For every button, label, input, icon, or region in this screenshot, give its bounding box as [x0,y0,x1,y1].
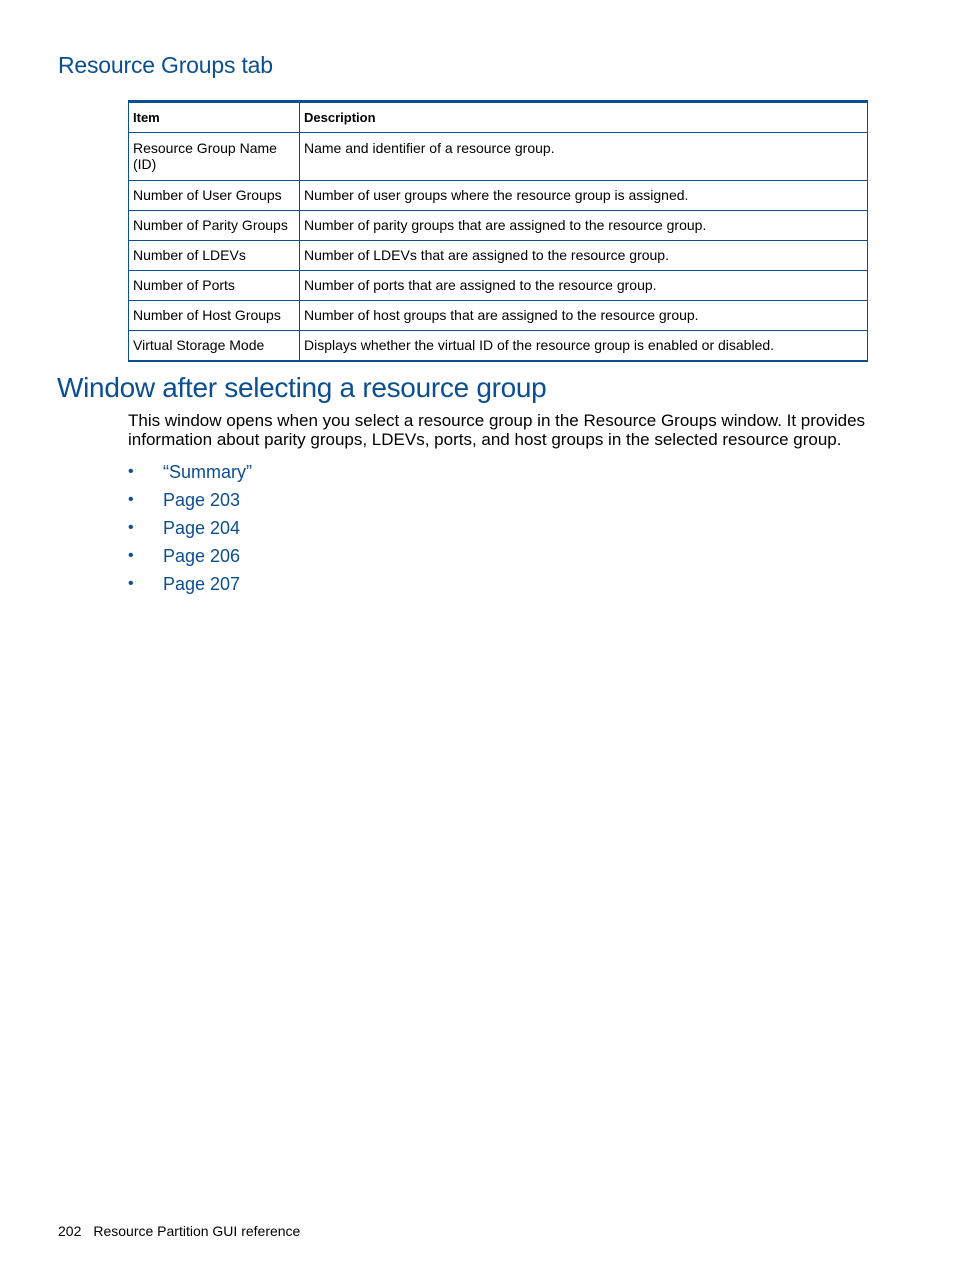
table-cell-item: Number of Host Groups [129,301,300,331]
table-cell-description: Number of user groups where the resource group is assigned. [300,181,868,211]
link-page-207[interactable]: Page 207 [163,574,241,594]
bullet-icon: • [128,575,134,592]
table-cell-item: Number of Ports [129,271,300,301]
link-page-204[interactable]: Page 204 [163,518,241,538]
table-row [129,301,868,331]
table-cell-description: Number of host groups that are assigned to the resource group. [300,301,868,331]
table-cell-description: Number of ports that are assigned to the resource group. [300,271,868,301]
table-row [129,331,868,362]
intro-paragraph: This window opens when you select a resource group in the Resource Groups window. It provides information about parity groups, LDEVs, ports, and host groups in the selected resource group. [128,411,866,449]
table-cell-description: Number of LDEVs that are assigned to the resource group. [300,241,868,271]
page-footer [58,1223,300,1239]
column-header-description: Description [300,102,868,133]
list-item [128,570,252,598]
table-row [129,241,868,271]
link-summary[interactable]: “Summary” [163,462,252,482]
list-item [128,514,252,542]
link-page-203[interactable]: Page 203 [163,490,241,510]
table-header-row [129,102,868,133]
list-item [128,486,252,514]
footer-title: Resource Partition GUI reference [93,1223,301,1239]
table-cell-description: Name and identifier of a resource group. [300,133,868,181]
page-number: 202 [58,1223,82,1239]
related-links-list [128,458,252,598]
table-cell-description: Number of parity groups that are assigned to the resource group. [300,211,868,241]
table-cell-item: Number of LDEVs [129,241,300,271]
resource-groups-table [128,100,868,362]
bullet-icon: • [128,491,134,508]
table-row [129,211,868,241]
table-row [129,181,868,211]
main-title: Window after selecting a resource group [57,372,547,403]
list-item [128,542,252,570]
table-cell-item: Number of User Groups [129,181,300,211]
table-cell-description: Displays whether the virtual ID of the resource group is enabled or disabled. [300,331,868,362]
column-header-item: Item [129,102,300,133]
table-row [129,271,868,301]
table-cell-item: Number of Parity Groups [129,211,300,241]
table-cell-item: Resource Group Name (ID) [129,133,300,181]
table-row [129,133,868,181]
bullet-icon: • [128,547,134,564]
link-page-206[interactable]: Page 206 [163,546,241,566]
table-cell-item: Virtual Storage Mode [129,331,300,362]
bullet-icon: • [128,463,134,480]
list-item [128,458,252,486]
bullet-icon: • [128,519,134,536]
section-title: Resource Groups tab [58,52,273,78]
